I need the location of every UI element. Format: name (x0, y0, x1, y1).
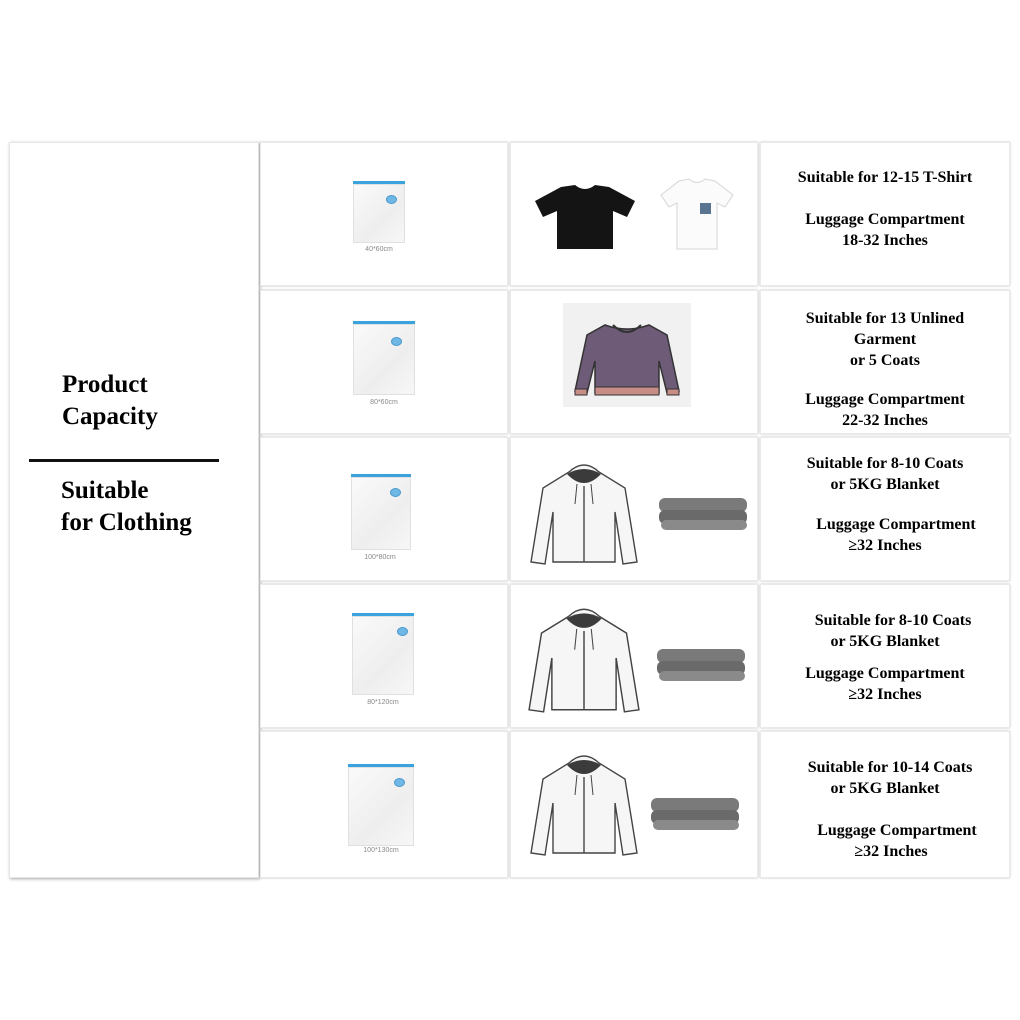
description-cell (760, 584, 1010, 728)
divider (29, 459, 219, 462)
black-tshirt-icon (531, 183, 639, 253)
table-row (260, 731, 1010, 878)
folded-blanket-icon (649, 794, 743, 834)
vacuum-bag-icon (353, 321, 415, 395)
bag-size-label: 80*60cm (370, 399, 398, 406)
bag-cell (260, 584, 508, 728)
folded-blanket-icon (655, 645, 749, 685)
bag-size-label: 100*80cm (364, 554, 396, 561)
description: Suitable for 12-15 T-Shirt Luggage Compartment 18-32 Inches (797, 169, 973, 249)
clothing-cell (510, 142, 758, 286)
table-row (260, 290, 1010, 434)
description: Suitable for 10-14 Coats or 5KG Blanket Luggage Compartment ≥32 Inches (807, 759, 977, 860)
vacuum-bag-icon (352, 613, 414, 695)
white-tshirt-icon (659, 177, 735, 253)
bag-size-label: 100*130cm (363, 847, 399, 854)
bag-size-label: 40*60cm (365, 246, 393, 253)
clothing-cell (510, 584, 758, 728)
folded-blanket-icon (657, 494, 751, 534)
description: Suitable for 8-10 Coats or 5KG Blanket Luggage Compartment ≥32 Inches (806, 455, 976, 554)
suitable-for-clothing-heading: Suitable for Clothing (61, 477, 192, 536)
description-cell (760, 731, 1010, 878)
hoodie-icon (527, 601, 641, 717)
description-cell (760, 142, 1010, 286)
table-row (260, 142, 1010, 286)
description-cell (760, 290, 1010, 434)
bag-cell (260, 437, 508, 581)
clothing-cell (510, 437, 758, 581)
description-cell (760, 437, 1010, 581)
clothing-cell (510, 290, 758, 434)
hoodie-icon (529, 748, 639, 860)
bag-size-label: 80*120cm (367, 699, 399, 706)
sweater-icon (563, 303, 691, 407)
table-row (260, 584, 1010, 728)
table-row (260, 437, 1010, 581)
vacuum-bag-icon (348, 764, 414, 846)
bag-cell (260, 290, 508, 434)
capacity-panel (9, 142, 259, 878)
description: Suitable for 8-10 Coats or 5KG Blanket Luggage Compartment ≥32 Inches (805, 612, 972, 703)
vacuum-bag-icon (353, 181, 405, 243)
bag-cell (260, 142, 508, 286)
hoodie-icon (529, 458, 639, 568)
bag-cell (260, 731, 508, 878)
product-capacity-heading: Product Capacity (62, 371, 158, 430)
vacuum-bag-icon (351, 474, 411, 550)
description: Suitable for 13 Unlined Garment or 5 Coats Luggage Compartment 22-32 Inches (805, 310, 965, 429)
clothing-cell (510, 731, 758, 878)
